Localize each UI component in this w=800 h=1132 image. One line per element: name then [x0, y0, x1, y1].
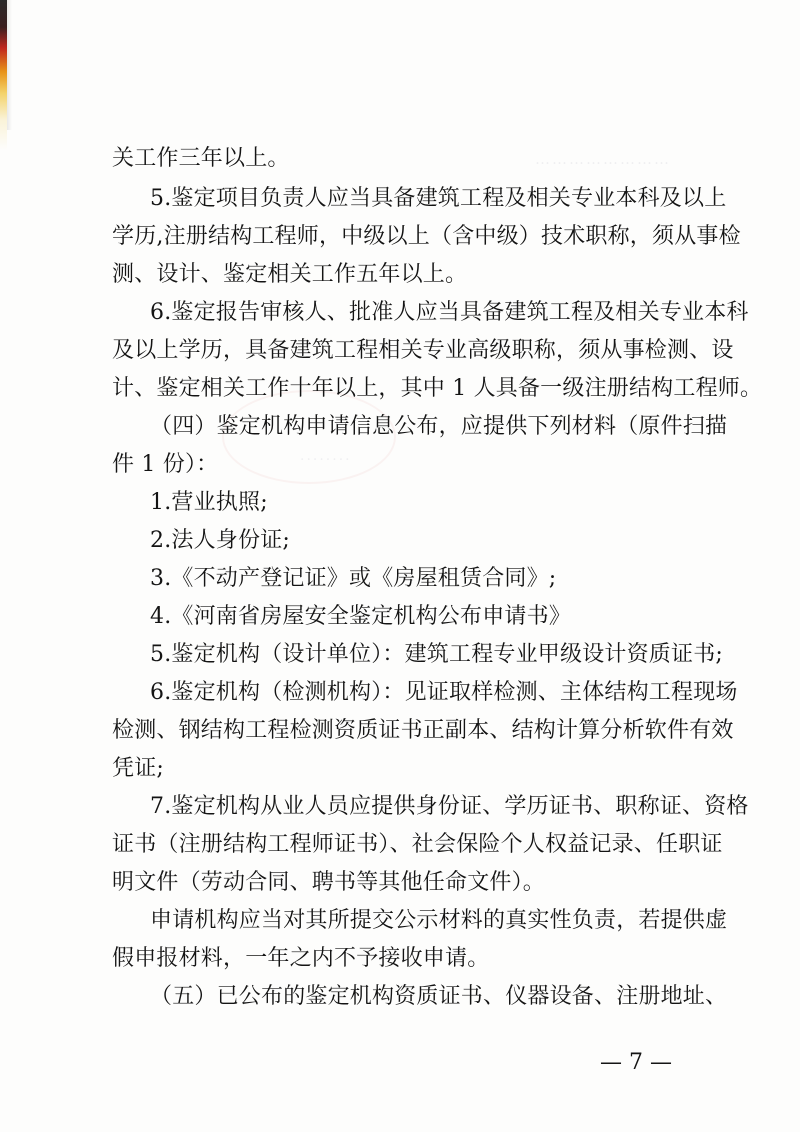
bleed-through-date: ········: [300, 452, 352, 468]
text-line-3: 学历,注册结构工程师，中级以上（含中级）技术职称，须从事检: [112, 224, 741, 249]
text-line-14: 5.鉴定机构（设计单位）：建筑工程专业甲级设计资质证书;: [150, 642, 724, 667]
text-line-8: （四）鉴定机构申请信息公布，应提供下列材料（原件扫描: [150, 414, 728, 439]
text-line-4: 测、设计、鉴定相关工作五年以上。: [112, 262, 468, 287]
page-number: — 7 —: [600, 1050, 672, 1075]
text-line-15: 6.鉴定机构（检测机构）：见证取样检测、主体结构工程现场: [150, 680, 738, 705]
text-line-1: 关工作三年以上。: [112, 146, 290, 171]
text-line-16: 检测、钢结构工程检测资质证书正副本、结构计算分析软件有效: [112, 718, 734, 743]
text-line-19: 证书（注册结构工程师证书）、社会保险个人权益记录、任职证: [112, 832, 723, 857]
text-line-10: 1.营业执照;: [150, 490, 268, 515]
bleed-through-text: ……………………: [535, 150, 671, 168]
text-line-11: 2.法人身份证;: [150, 528, 291, 553]
text-line-22: 假申报材料，一年之内不予接收申请。: [112, 946, 490, 971]
text-line-21: 申请机构应当对其所提交公示材料的真实性负责，若提供虚: [150, 908, 728, 933]
text-line-6: 及以上学历，具备建筑工程相关专业高级职称，须从事检测、设: [112, 338, 734, 363]
text-line-17: 凭证;: [112, 756, 165, 781]
text-line-20: 明文件（劳动合同、聘书等其他任命文件）。: [112, 870, 546, 895]
text-line-7: 计、鉴定相关工作十年以上，其中 1 人具备一级注册结构工程师。: [112, 376, 763, 401]
text-line-2: 5.鉴定项目负责人应当具备建筑工程及相关专业本科及以上: [150, 186, 727, 211]
text-line-23: （五）已公布的鉴定机构资质证书、仪器设备、注册地址、: [150, 984, 728, 1009]
text-line-5: 6.鉴定报告审核人、批准人应当具备建筑工程及相关专业本科: [150, 300, 749, 325]
text-line-13: 4.《河南省房屋安全鉴定机构公布申请书》: [150, 604, 571, 629]
text-line-18: 7.鉴定机构从业人员应提供身份证、学历证书、职称证、资格: [150, 794, 749, 819]
text-line-9: 件 1 份）：: [112, 452, 219, 477]
text-line-12: 3.《不动产登记证》或《房屋租赁合同》;: [150, 566, 557, 591]
